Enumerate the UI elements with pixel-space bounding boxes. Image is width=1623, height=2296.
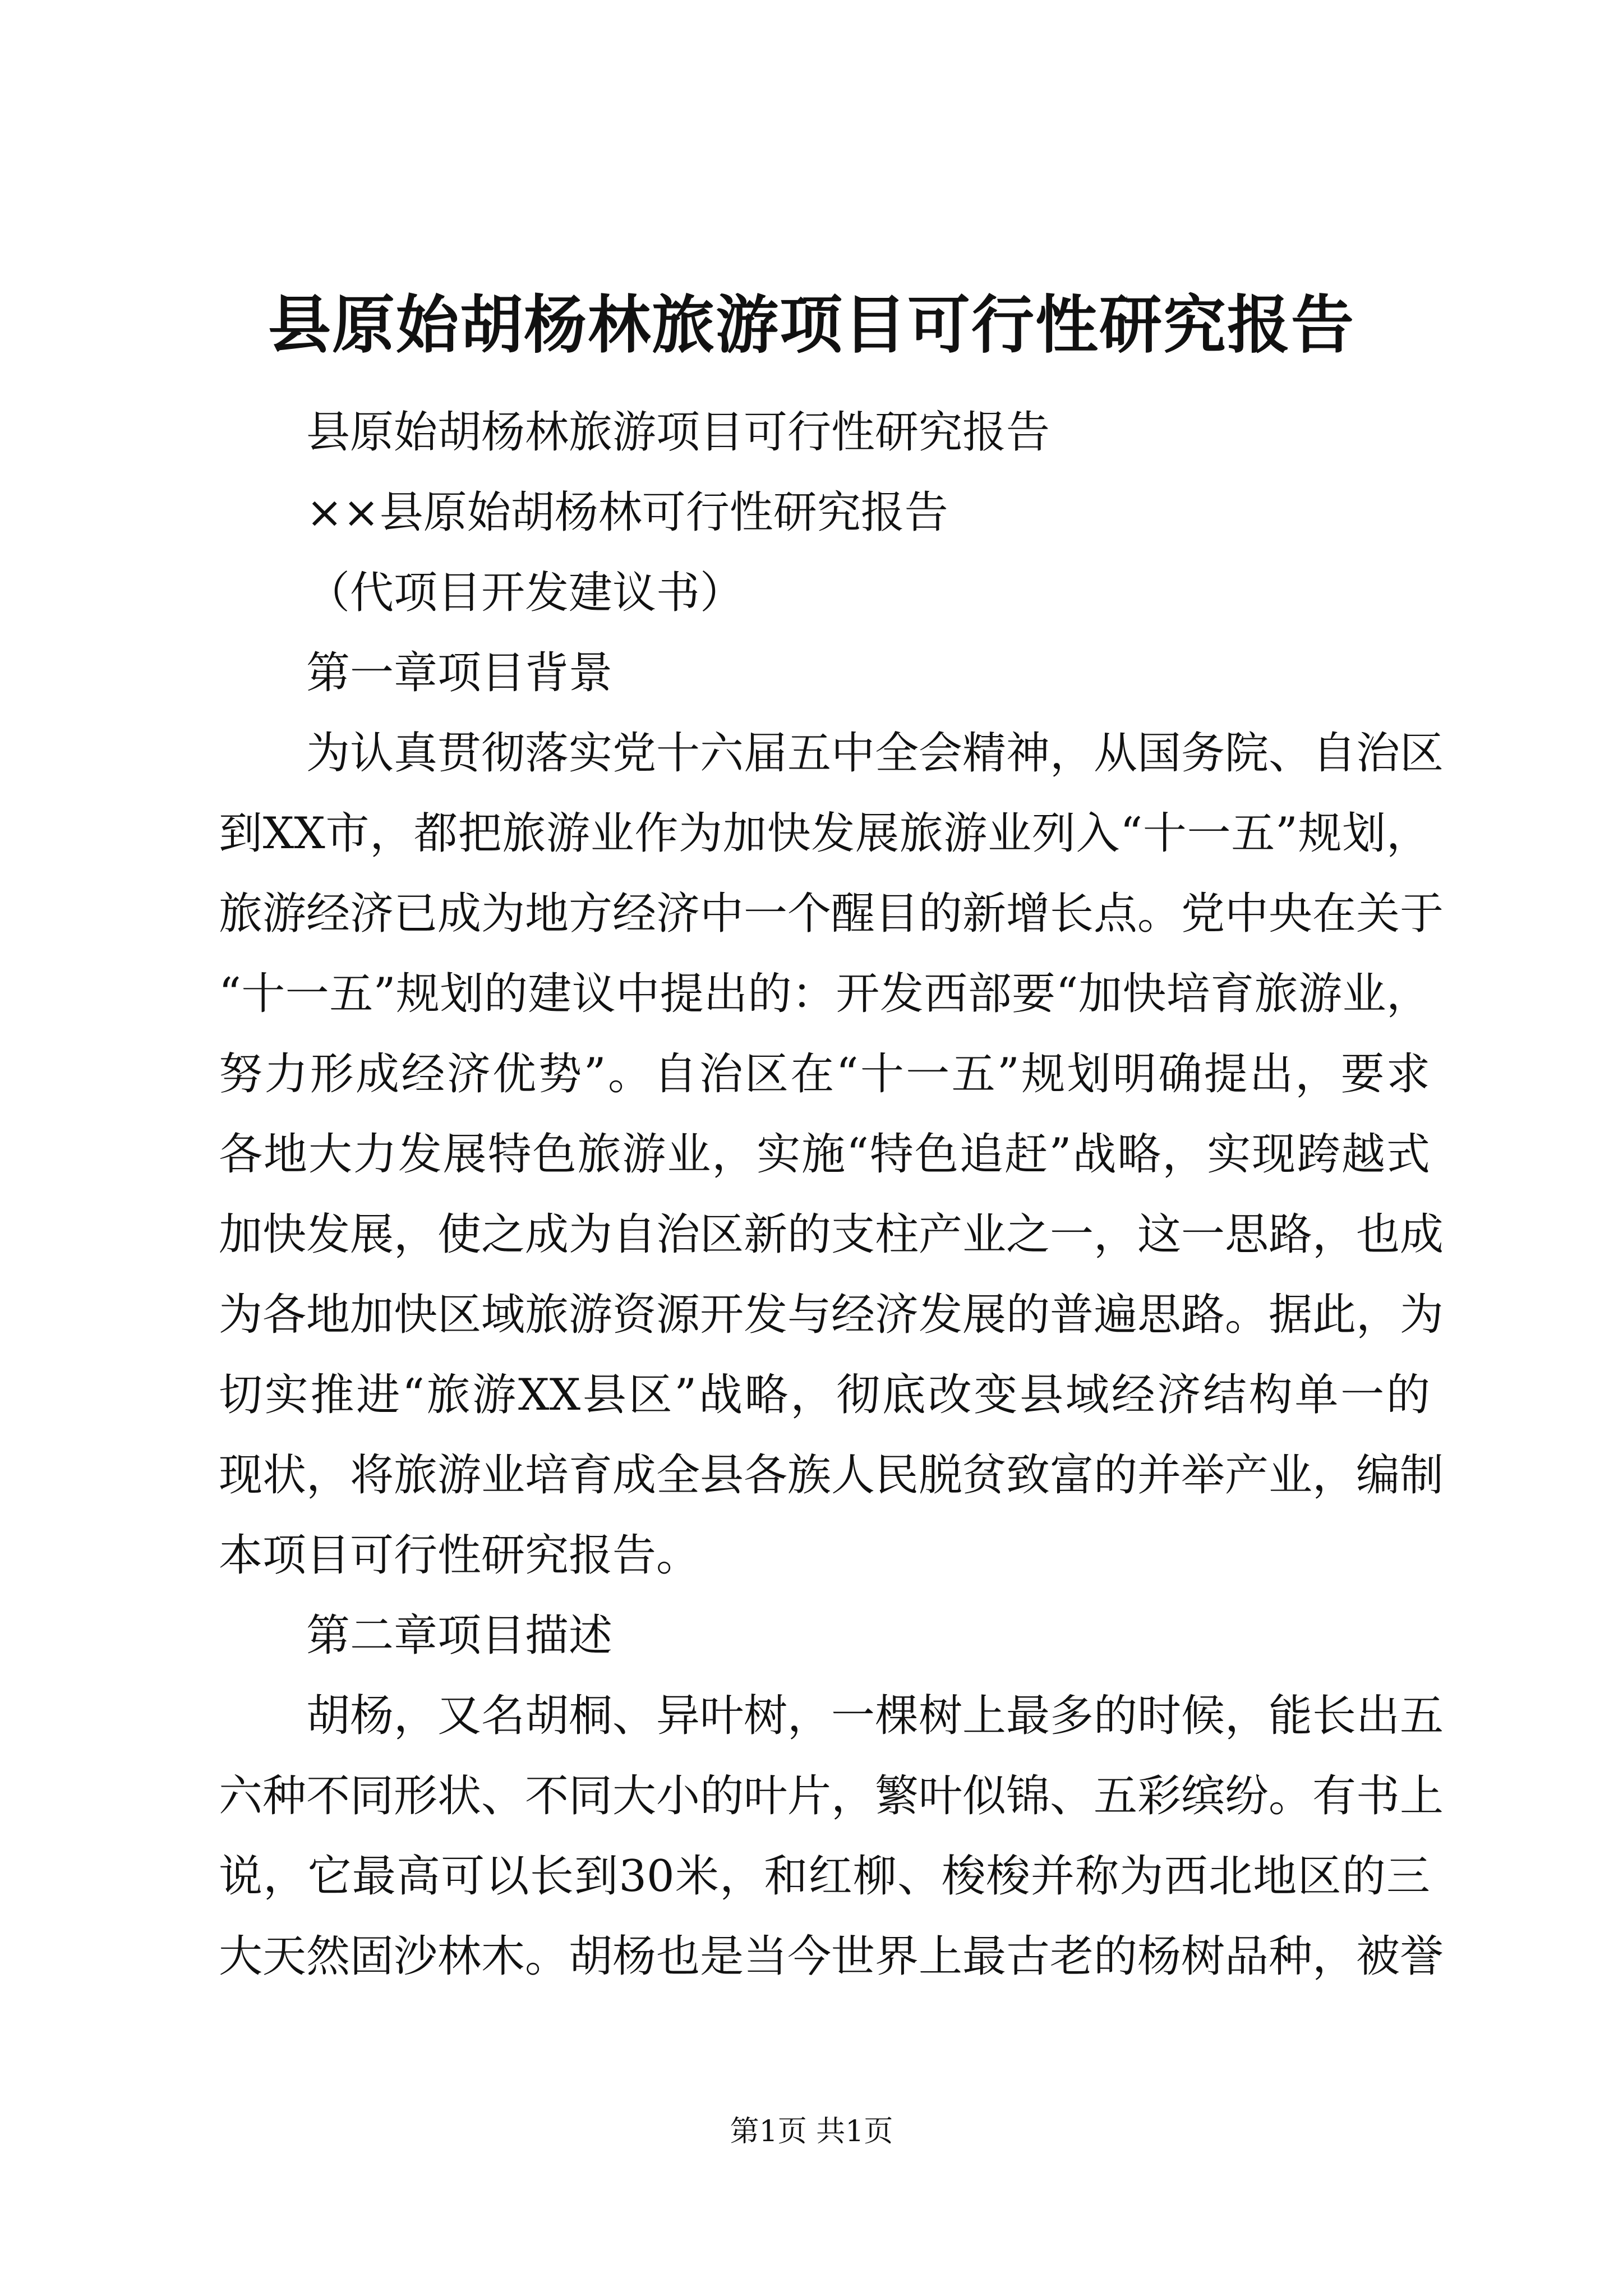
page-footer: 第1页 共1页 (730, 2115, 893, 2148)
paragraph-line: 旅游经济已成为地方经济中一个醒目的新增长点。党中央在关于 (219, 889, 1444, 939)
subtitle-line: （代项目开发建议书） (306, 568, 744, 618)
paragraph-line: 到XX市，都把旅游业作为加快发展旅游业列入“十一五”规划， (219, 808, 1430, 859)
chapter-heading: 第二章项目描述 (306, 1611, 613, 1661)
document-body (219, 393, 1444, 1997)
paragraph-line: 现状，将旅游业培育成全县各族人民脱贫致富的并举产业，编制 (219, 1450, 1444, 1501)
paragraph-line: 为各地加快区域旅游资源开发与经济发展的普遍思路。据此，为 (219, 1290, 1444, 1340)
subtitle-line: 县原始胡杨林旅游项目可行性研究报告 (306, 407, 1050, 458)
paragraph-line: 六种不同形状、不同大小的叶片，繁叶似锦、五彩缤纷。有书上 (219, 1771, 1444, 1821)
paragraph-line: 大天然固沙林木。胡杨也是当今世界上最古老的杨树品种，被誉 (219, 1931, 1444, 1982)
paragraph-line: 各地大力发展特色旅游业，实施“特色追赶”战略，实现跨越式 (219, 1129, 1430, 1180)
paragraph-line: “十一五”规划的建议中提出的：开发西部要“加快培育旅游业， (219, 969, 1430, 1019)
paragraph-line: 说，它最高可以长到30米，和红柳、梭梭并称为西北地区的三 (219, 1851, 1430, 1902)
paragraph-line: 胡杨，又名胡桐、异叶树，一棵树上最多的时候，能长出五 (306, 1691, 1444, 1741)
paragraph-line: 本项目可行性研究报告。 (219, 1530, 700, 1581)
document-title: 县原始胡杨林旅游项目可行性研究报告 (268, 288, 1355, 362)
paragraph-line: 努力形成经济优势”。自治区在“十一五”规划明确提出，要求 (219, 1049, 1430, 1099)
subtitle-line: ××县原始胡杨林可行性研究报告 (306, 487, 948, 538)
chapter-heading: 第一章项目背景 (306, 648, 613, 698)
paragraph-line: 为认真贯彻落实党十六届五中全会精神，从国务院、自治区 (306, 728, 1444, 779)
paragraph-line: 切实推进“旅游XX县区”战略，彻底改变县域经济结构单一的 (219, 1370, 1430, 1420)
paragraph-line: 加快发展，使之成为自治区新的支柱产业之一，这一思路，也成 (219, 1209, 1444, 1260)
